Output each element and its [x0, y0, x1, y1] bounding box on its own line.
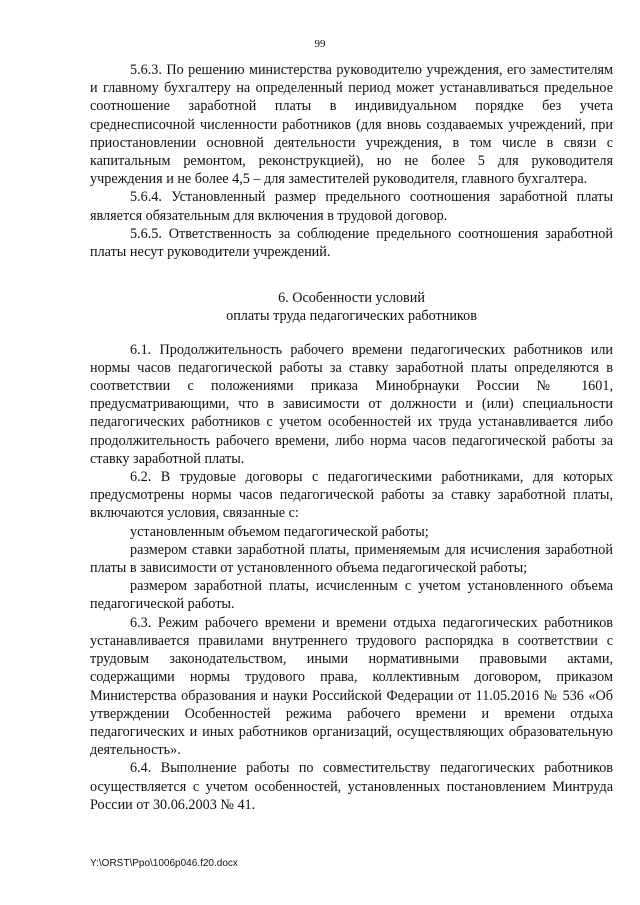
section-heading-line-2: оплаты труда педагогических работников — [226, 308, 477, 325]
paragraph-6-4: 6.4. Выполнение работы по совместительству педагогических работников осуществляется с учетом особенностей, установленных постановлением Минтруда России от 30.06.2003 № 41. — [90, 760, 613, 813]
document-body — [90, 61, 613, 814]
list-item-condition-1: установленным объемом педагогической работы; — [130, 523, 429, 540]
file-path-footer: Y:\ORST\Ppo\1006p046.f20.docx — [90, 858, 238, 869]
page-number: 99 — [314, 38, 326, 50]
section-heading — [90, 289, 613, 325]
paragraph-5-6-5: 5.6.5. Ответственность за соблюдение предельного соотношения заработной платы несут руководители учреждений. — [90, 225, 613, 261]
list-item-condition-2: размером ставки заработной платы, применяемым для исчисления заработной платы в зависимости от установленного объема педагогической работы; — [90, 541, 613, 577]
list-item-condition-3: размером заработной платы, исчисленным с учетом установленного объема педагогической работы. — [90, 578, 613, 613]
paragraph-5-6-4: 5.6.4. Установленный размер предельного соотношения заработной платы является обязательным для включения в трудовой договор. — [90, 189, 613, 224]
paragraph-6-1: 6.1. Продолжительность рабочего времени педагогических работников или нормы часов педагогической работы за ставку заработной платы определяются в соответствии с положениями приказа Минобрнауки России № 1601, предусматривающими, что в зависимости от должности и (или) специальности педагогических работников с учетом особенностей их труда устанавливается либо продолжительность рабочего времени, либо норма часов педагогической работы за ставку заработной платы. — [90, 341, 613, 467]
paragraph-5-6-3: 5.6.3. По решению министерства руководителю учреждения, его заместителям и главному бухгалтеру на определенный период может устанавливаться предельное соотношение заработной платы в индивидуальном порядке без учета среднесписочной численности работников (для вновь создаваемых учреждений, при приостановлении основной деятельности учреждения, в том числе в связи с капитальным ремонтом, реконструкцией), но не более 5 для руководителя учреждения и не более 4,5 – для заместителей руководителя, главного бухгалтера. — [90, 62, 613, 188]
paragraph-6-3: 6.3. Режим рабочего времени и времени отдыха педагогических работников устанавливается правилами внутреннего трудового распорядка в соответствии с трудовым законодательством, иными нормативными правовыми актами, содержащими нормы трудового права, коллективным договором, приказом Министерства образования и науки Российской Федерации от 11.05.2016 № 536 «Об утверждении Особенностей режима рабочего времени и времени отдыха педагогических и иных работников организаций, осуществляющих образовательную деятельность». — [90, 614, 613, 759]
section-heading-line-1: 6. Особенности условий — [278, 290, 425, 307]
paragraph-6-2: 6.2. В трудовые договоры с педагогическими работниками, для которых предусмотрены нормы часов педагогической работы за ставку заработной платы, включаются условия, связанные с: — [90, 469, 613, 522]
